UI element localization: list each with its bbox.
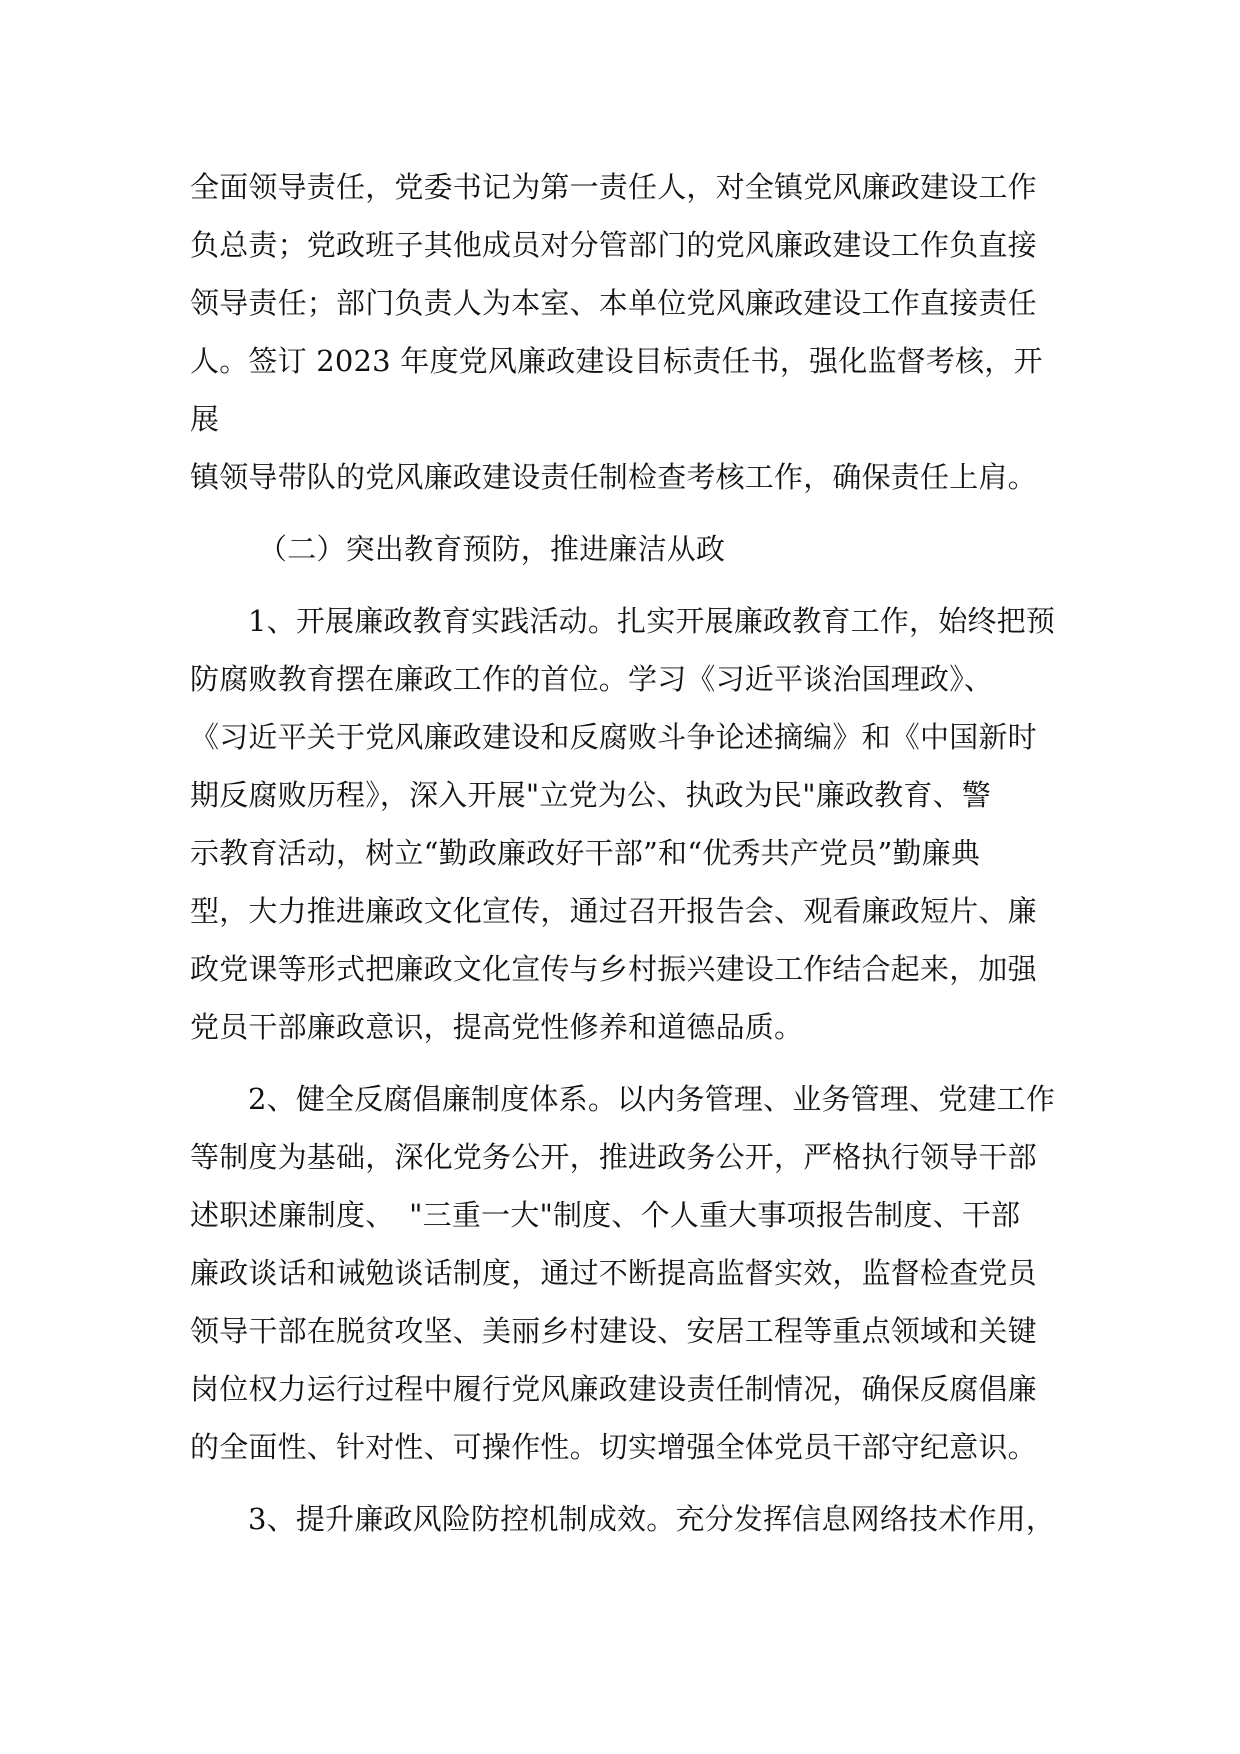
text-line: 3、提升廉政风险防控机制成效。充分发挥信息网络技术作用， bbox=[248, 1502, 1056, 1536]
text-line: 期反腐败历程》，深入开展"立党为公、执政为民"廉政教育、警 bbox=[190, 778, 991, 812]
text-line: 全面领导责任，党委书记为第一责任人，对全镇党风廉政建设工作 bbox=[190, 170, 1037, 204]
document-body bbox=[190, 158, 1060, 1548]
text-line: 《习近平关于党风廉政建设和反腐败斗争论述摘编》和《中国新时 bbox=[190, 720, 1037, 754]
paragraph-system bbox=[190, 1070, 1060, 1476]
paragraph-risk-control bbox=[190, 1490, 1060, 1548]
text-line: 防腐败教育摆在廉政工作的首位。学习《习近平谈治国理政》、 bbox=[190, 662, 994, 696]
text-line: 镇领导带队的党风廉政建设责任制检查考核工作，确保责任上肩。 bbox=[190, 460, 1037, 494]
text-line: 人。签订 2023 年度党风廉政建设目标责任书，强化监督考核，开 bbox=[190, 344, 1043, 378]
text-line: 述职述廉制度、 "三重一大"制度、个人重大事项报告制度、干部 bbox=[190, 1198, 1021, 1232]
text-line: 示教育活动，树立“勤政廉政好干部”和“优秀共产党员”勤廉典 bbox=[190, 836, 981, 870]
text-line: 2、健全反腐倡廉制度体系。以内务管理、业务管理、党建工作 bbox=[248, 1082, 1056, 1116]
text-line: 岗位权力运行过程中履行党风廉政建设责任制情况，确保反腐倡廉 bbox=[190, 1372, 1037, 1406]
text-line: 领导责任；部门负责人为本室、本单位党风廉政建设工作直接责任 bbox=[190, 286, 1037, 320]
text-line: 负总责；党政班子其他成员对分管部门的党风廉政建设工作负直接 bbox=[190, 228, 1037, 262]
text-line: 廉政谈话和诫勉谈话制度，通过不断提高监督实效，监督检查党员 bbox=[190, 1256, 1037, 1290]
text-line: 的全面性、针对性、可操作性。切实增强全体党员干部守纪意识。 bbox=[190, 1430, 1037, 1464]
paragraph-responsibility bbox=[190, 158, 1060, 506]
section-heading-text: （二）突出教育预防，推进廉洁从政 bbox=[258, 532, 726, 566]
text-line: 领导干部在脱贫攻坚、美丽乡村建设、安居工程等重点领域和关键 bbox=[190, 1314, 1037, 1348]
text-line: 展 bbox=[190, 402, 220, 436]
text-line: 等制度为基础，深化党务公开，推进政务公开，严格执行领导干部 bbox=[190, 1140, 1037, 1174]
text-line: 政党课等形式把廉政文化宣传与乡村振兴建设工作结合起来，加强 bbox=[190, 952, 1037, 986]
text-line: 党员干部廉政意识，提高党性修养和道德品质。 bbox=[190, 1010, 804, 1044]
text-line: 型，大力推进廉政文化宣传，通过召开报告会、观看廉政短片、廉 bbox=[190, 894, 1037, 928]
paragraph-education bbox=[190, 592, 1060, 1056]
text-line: 1、开展廉政教育实践活动。扎实开展廉政教育工作，始终把预 bbox=[248, 604, 1056, 638]
section-heading bbox=[190, 520, 1060, 578]
